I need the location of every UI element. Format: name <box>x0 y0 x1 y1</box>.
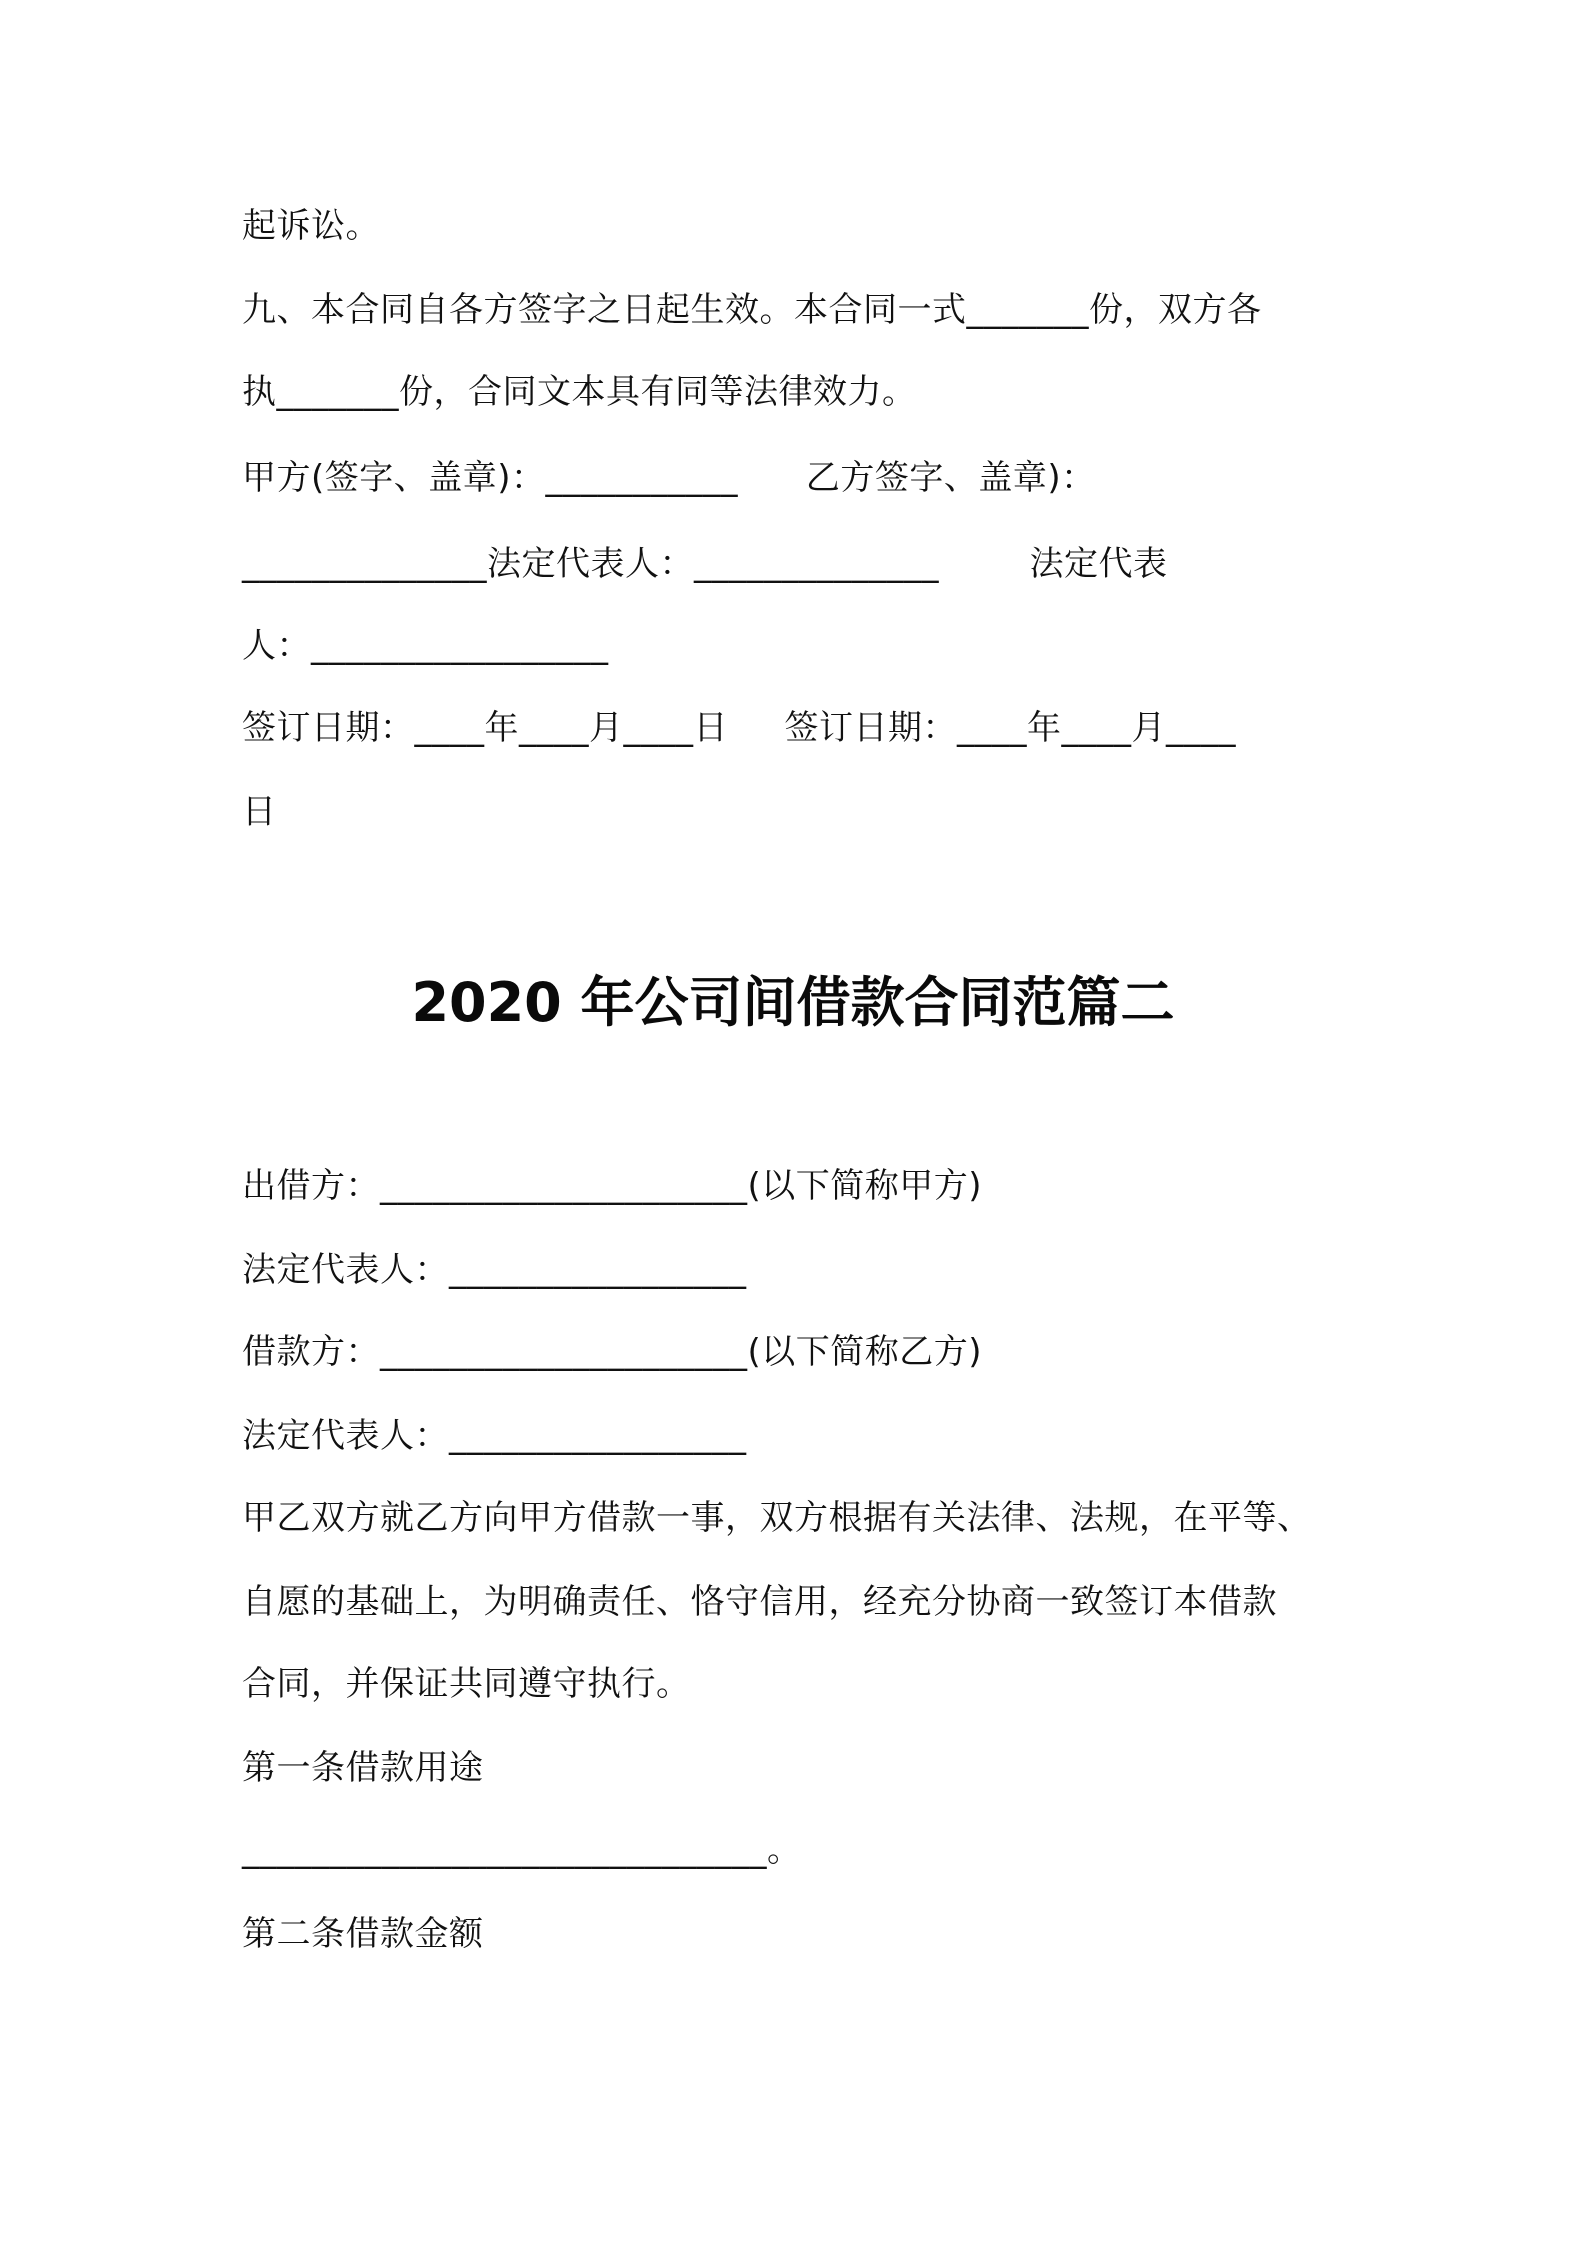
text-line-signing-date-cont: 日 <box>242 792 277 832</box>
text-line-lender-representative: 法定代表人：_________________ <box>242 1250 747 1290</box>
text-line-borrower: 借款方：_____________________(以下简称乙方) <box>242 1332 983 1372</box>
text-line-preamble-1: 甲乙双方就乙方向甲方借款一事，双方根据有关法律、法规，在平等、 <box>242 1498 1312 1538</box>
text-line-lawsuit: 起诉讼。 <box>242 206 380 246</box>
text-line-copies: 执_______份，合同文本具有同等法律效力。 <box>242 372 917 412</box>
text-line-loan-purpose-blank: ______________________________。 <box>242 1830 802 1870</box>
text-line-lender: 出借方：_____________________(以下简称甲方) <box>242 1166 983 1206</box>
article-one-heading: 第一条借款用途 <box>242 1748 484 1788</box>
text-line-clause-nine: 九、本合同自各方签字之日起生效。本合同一式_______份，双方各 <box>242 290 1262 330</box>
article-two-heading: 第二条借款金额 <box>242 1914 484 1954</box>
text-line-signing-date: 签订日期：____年____月____日 签订日期：____年____月____ <box>242 708 1237 748</box>
text-line-signatures: 甲方(签字、盖章)：___________ 乙方签字、盖章)： <box>242 458 1096 498</box>
section-title: 2020 年公司间借款合同范篇二 <box>411 971 1175 1034</box>
text-line-legal-representative: ______________法定代表人：______________ 法定代表 <box>242 544 1168 584</box>
text-line-preamble-2: 自愿的基础上，为明确责任、恪守信用，经充分协商一致签订本借款 <box>242 1582 1277 1622</box>
text-line-borrower-representative: 法定代表人：_________________ <box>242 1416 747 1456</box>
text-line-preamble-3: 合同，并保证共同遵守执行。 <box>242 1664 691 1704</box>
text-line-legal-representative-cont: 人：_________________ <box>242 626 609 666</box>
